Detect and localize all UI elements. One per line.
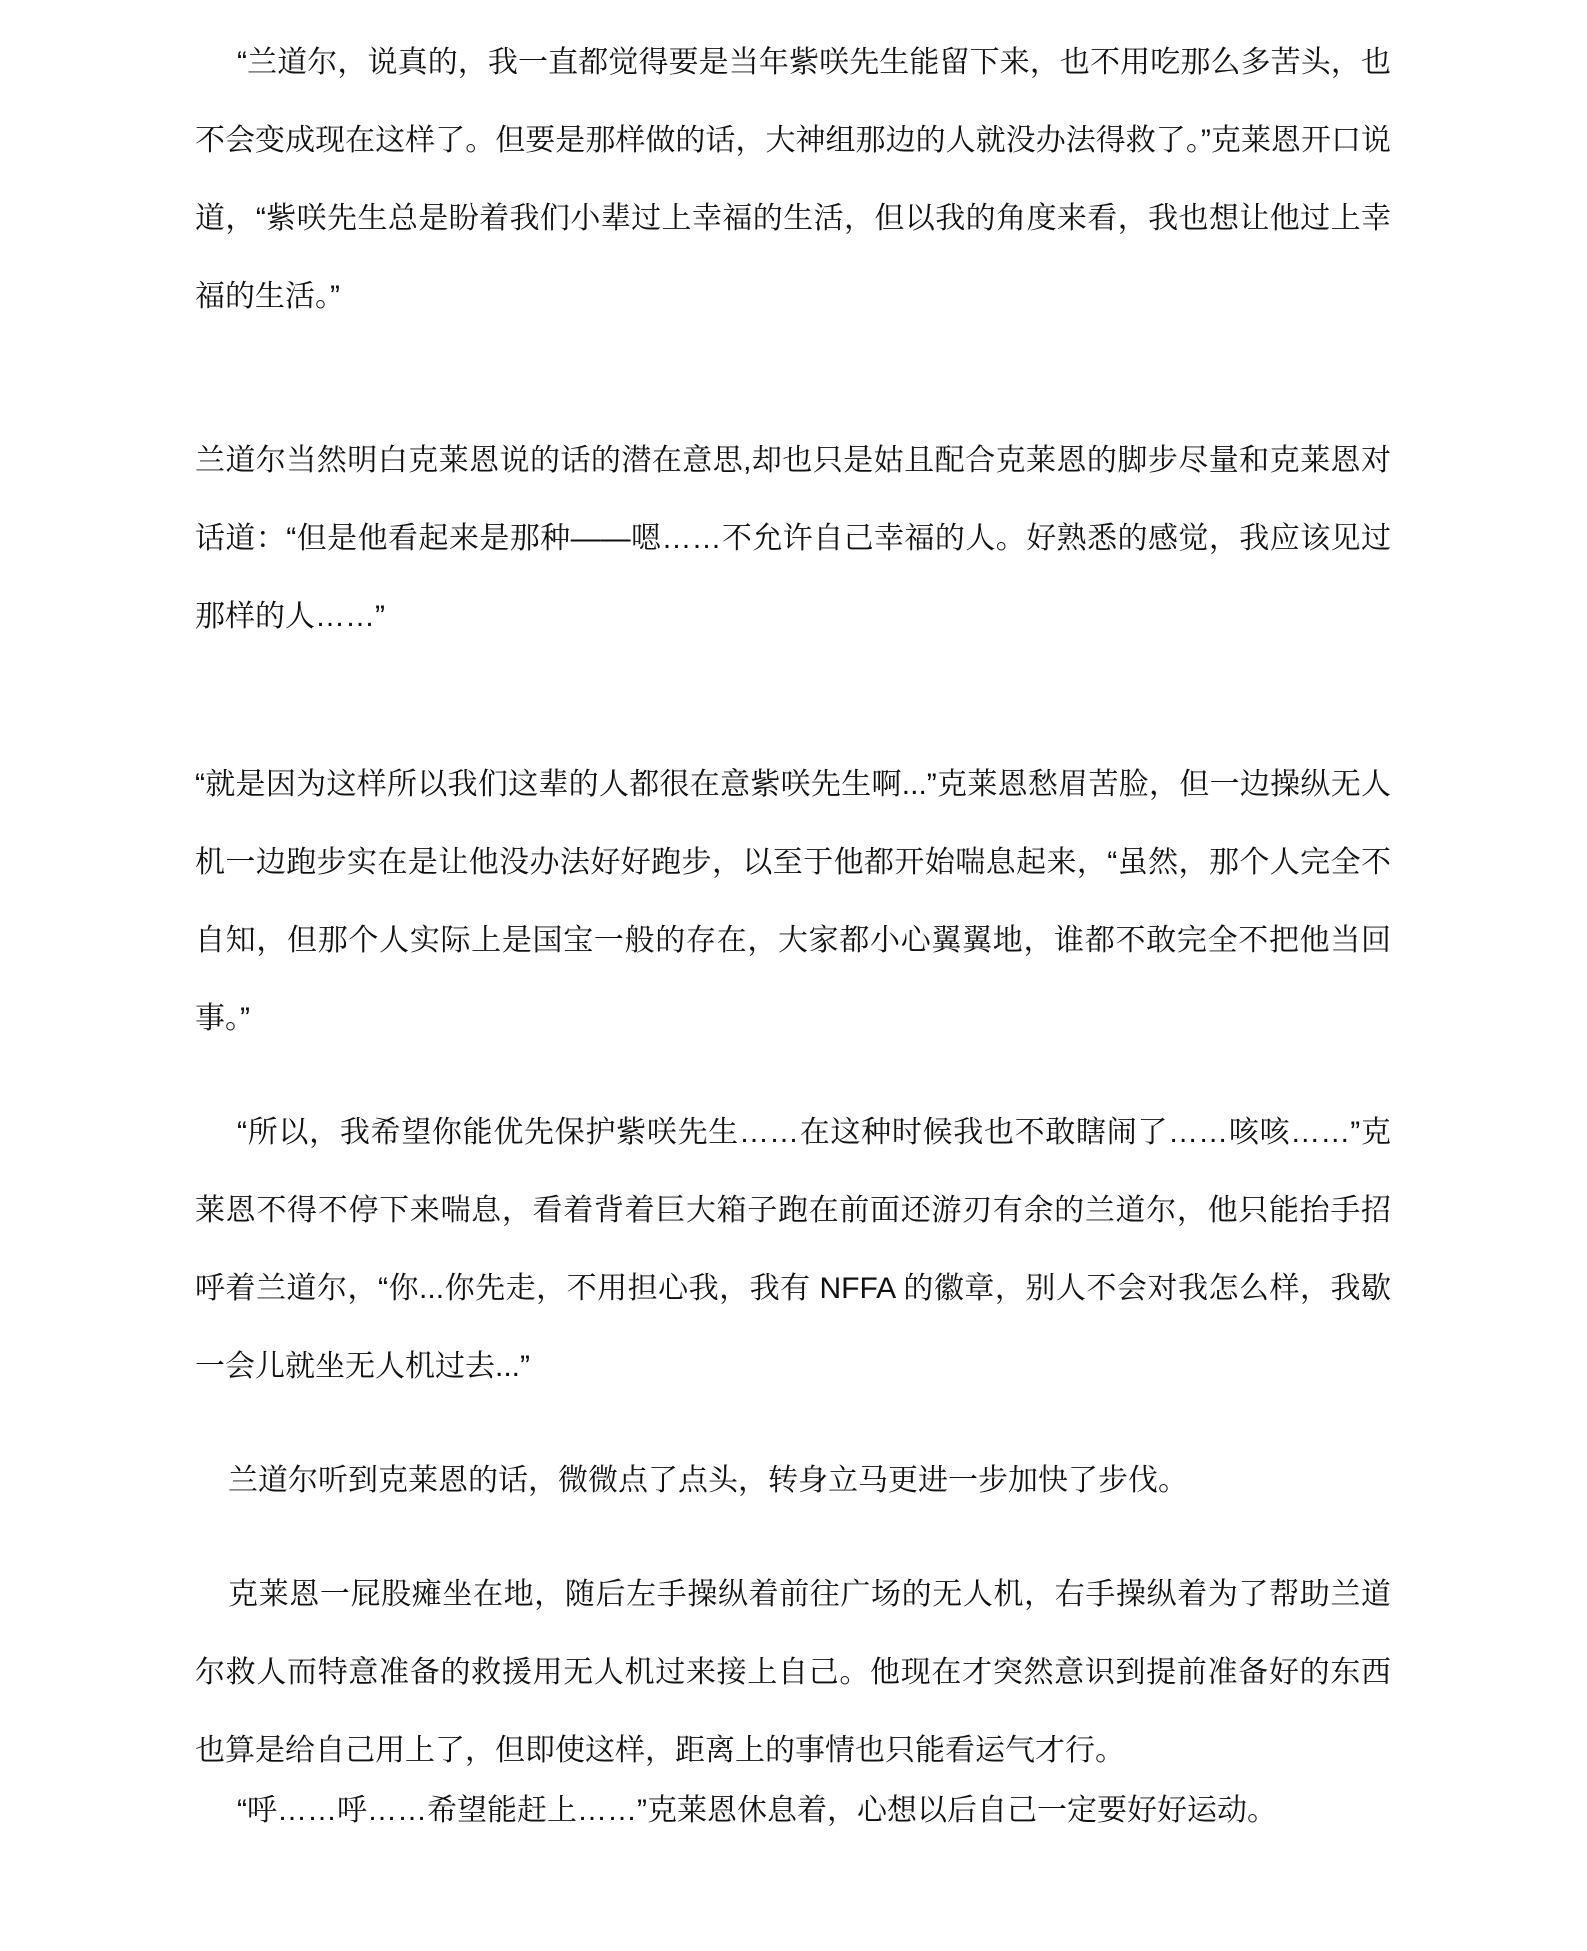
paragraph-randall-reply: 兰道尔当然明白克莱恩说的话的潜在意思,却也只是姑且配合克莱恩的脚步尽量和克莱恩对话道：“但是他看起来是那种——嗯……不允许自己幸福的人。好熟悉的感觉，我应该见过那样的人……” <box>195 444 1391 633</box>
paragraph-dialogue-kleine-opening: “兰道尔，说真的，我一直都觉得要是当年紫咲先生能留下来，也不用吃那么多苦头，也不会变成现在这样了。但要是那样做的话，大神组那边的人就没办法得救了。”克莱恩开口说道，“紫咲先生总是盼着我们小辈过上幸福的生活，但以我的角度来看，我也想让他过上幸福的生活。” <box>195 46 1391 313</box>
paragraph-kleine-drones: 克莱恩一屁股瘫坐在地，随后左手操纵着前往广场的无人机，右手操纵着为了帮助兰道尔救人而特意准备的救援用无人机过来接上自己。他现在才突然意识到提前准备好的东西也算是给自己用上了，但即使这样，距离上的事情也只能看运气才行。 <box>195 1578 1391 1767</box>
paragraph-kleine-explain: “就是因为这样所以我们这辈的人都很在意紫咲先生啊...”克莱恩愁眉苦脸，但一边操纵无人机一边跑步实在是让他没办法好好跑步，以至于他都开始喘息起来，“虽然，那个人完全不自知，但那个人实际上是国宝一般的存在，大家都小心翼翼地，谁都不敢完全不把他当回事。” <box>195 768 1391 1035</box>
paragraph-randall-nod: 兰道尔听到克莱恩的话，微微点了点头，转身立马更进一步加快了步伐。 <box>228 1464 1188 1497</box>
paragraph-kleine-rest: “呼……呼……希望能赶上……”克莱恩休息着，心想以后自己一定要好好运动。 <box>237 1794 1277 1827</box>
paragraph-kleine-request: “所以，我希望你能优先保护紫咲先生……在这种时候我也不敢瞎闹了……咳咳……”克莱恩不得不停下来喘息，看着背着巨大箱子跑在前面还游刃有余的兰道尔，他只能抬手招呼着兰道尔，“你...你先走，不用担心我，我有 NFFA 的徽章，别人不会对我怎么样，我歇一会儿就坐无人机过去...” <box>195 1116 1391 1383</box>
